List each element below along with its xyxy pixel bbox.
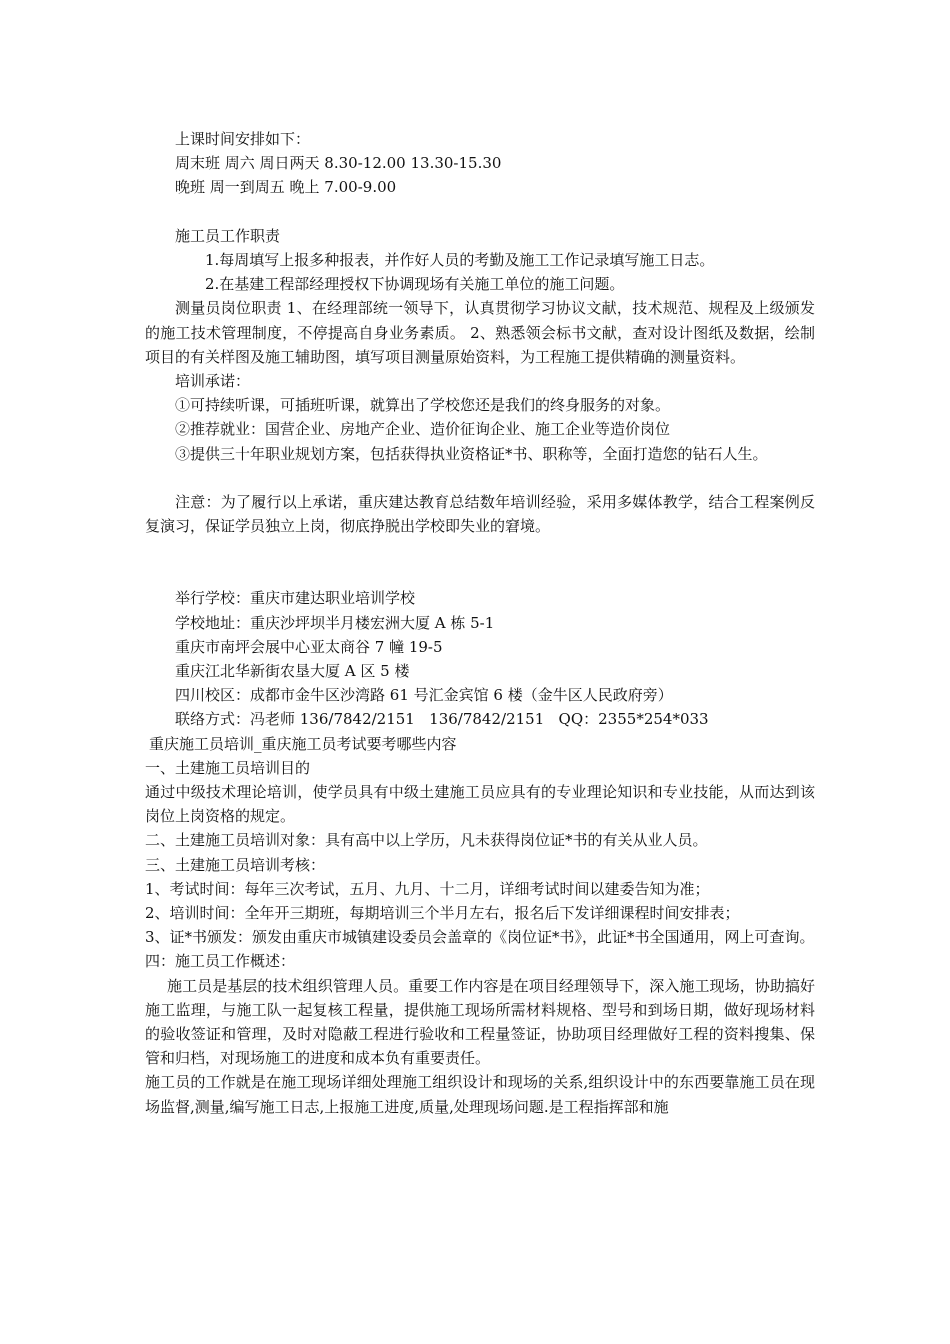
section-1-body: 通过中级技术理论培训，使学员具有中级土建施工员应具有的专业理论知识和专业技能，从而达到该岗位上岗资格的规定。: [145, 783, 815, 826]
school-address-1: 学校地址：重庆沙坪坝半月楼宏洲大厦 A 栋 5-1: [175, 613, 495, 632]
schedule-weekend: 周末班 周六 周日两天 8.30-12.00 13.30-15.30: [175, 154, 502, 173]
schedule-evening: 晚班 周一到周五 晚上 7.00-9.00: [175, 178, 397, 197]
school-sichuan-campus: 四川校区：成都市金牛区沙湾路 61 号汇金宾馆 6 楼（金牛区人民政府旁）: [175, 686, 673, 705]
article-title: 重庆施工员培训_重庆施工员考试要考哪些内容: [149, 734, 457, 753]
promise-item-1: ①可持续听课，可插班听课，就算出了学校您还是我们的终身服务的对象。: [175, 396, 671, 415]
note-paragraph: 注意：为了履行以上承诺，重庆建达教育总结数年培训经验，采用多媒体教学，结合工程案例反复演习，保证学员独立上岗，彻底挣脱出学校即失业的窘境。: [145, 493, 815, 536]
duties-item-2: 2.在基建工程部经理授权下协调现场有关施工单位的施工问题。: [205, 275, 625, 294]
schedule-heading: 上课时间安排如下：: [175, 130, 311, 148]
section-4-paragraph-2: 施工员的工作就是在施工现场详细处理施工组织设计和现场的关系,组织设计中的东西要靠施工员在现场监督,测量,编写施工日志,上报施工进度,质量,处理现场问题.是工程指挥部和施: [145, 1073, 815, 1116]
spacer: [145, 200, 815, 224]
duties-heading: 施工员工作职责: [175, 226, 281, 245]
school-address-2: 重庆市南坪会展中心亚太商谷 7 幢 19-5: [175, 637, 443, 656]
section-3-item-3: 3、证*书颁发：颁发由重庆市城镇建设委员会盖章的《岗位证*书》，此证*书全国通用，网上可查询。: [145, 928, 815, 947]
promise-item-3: ③提供三十年职业规划方案，包括获得执业资格证*书、职称等，全面打造您的钻石人生。: [175, 444, 768, 463]
promise-heading: 培训承诺：: [175, 372, 251, 391]
section-1-heading: 一、土建施工员培训目的: [145, 758, 311, 777]
spacer: [145, 538, 815, 586]
promise-item-2: ②推荐就业：国营企业、房地产企业、造价征询企业、施工企业等造价岗位: [175, 420, 671, 439]
section-3-heading: 三、土建施工员培训考核：: [145, 855, 326, 874]
surveyor-duties-paragraph: 测量员岗位职责 1、在经理部统一领导下，认真贯彻学习协议文献，技术规范、规程及上级颁发的施工技术管理制度，不停提高自身业务素质。 2、熟悉领会标书文献，查对设计图纸及数据，绘制项目的有关样图及施工辅助图，填写项目测量原始资料，为工程施工提供精确的测量资料。: [145, 299, 815, 366]
section-3-item-1: 1、考试时间：每年三次考试，五月、九月、十二月，详细考试时间以建委告知为准；: [145, 879, 710, 898]
spacer: [145, 466, 815, 490]
duties-item-1: 1.每周填写上报多种报表，并作好人员的考勤及施工工作记录填写施工日志。: [205, 251, 715, 269]
section-4-heading: 四：施工员工作概述：: [145, 952, 296, 971]
school-contact: 联络方式：冯老师 136/7842/2151 136/7842/2151 QQ：2355*254*033: [175, 710, 709, 729]
school-address-3: 重庆江北华新街农垦大厦 A 区 5 楼: [175, 662, 410, 681]
document-page: [145, 127, 815, 1119]
section-3-item-2: 2、培训时间：全年开三期班，每期培训三个半月左右，报名后下发详细课程时间安排表；: [145, 904, 740, 923]
section-2: 二、土建施工员培训对象：具有高中以上学历，凡未获得岗位证*书的有关从业人员。: [145, 831, 708, 850]
section-4-paragraph-1: 施工员是基层的技术组织管理人员。重要工作内容是在项目经理领导下，深入施工现场，协助搞好施工监理，与施工队一起复核工程量，提供施工现场所需材料规格、型号和到场日期，做好现场材料的验收签证和管理，及时对隐蔽工程进行验收和工程量签证，协助项目经理做好工程的资料搜集、保管和归档，对现场施工的进度和成本负有重要责任。: [145, 976, 815, 1068]
school-name: 举行学校：重庆市建达职业培训学校: [175, 589, 416, 608]
